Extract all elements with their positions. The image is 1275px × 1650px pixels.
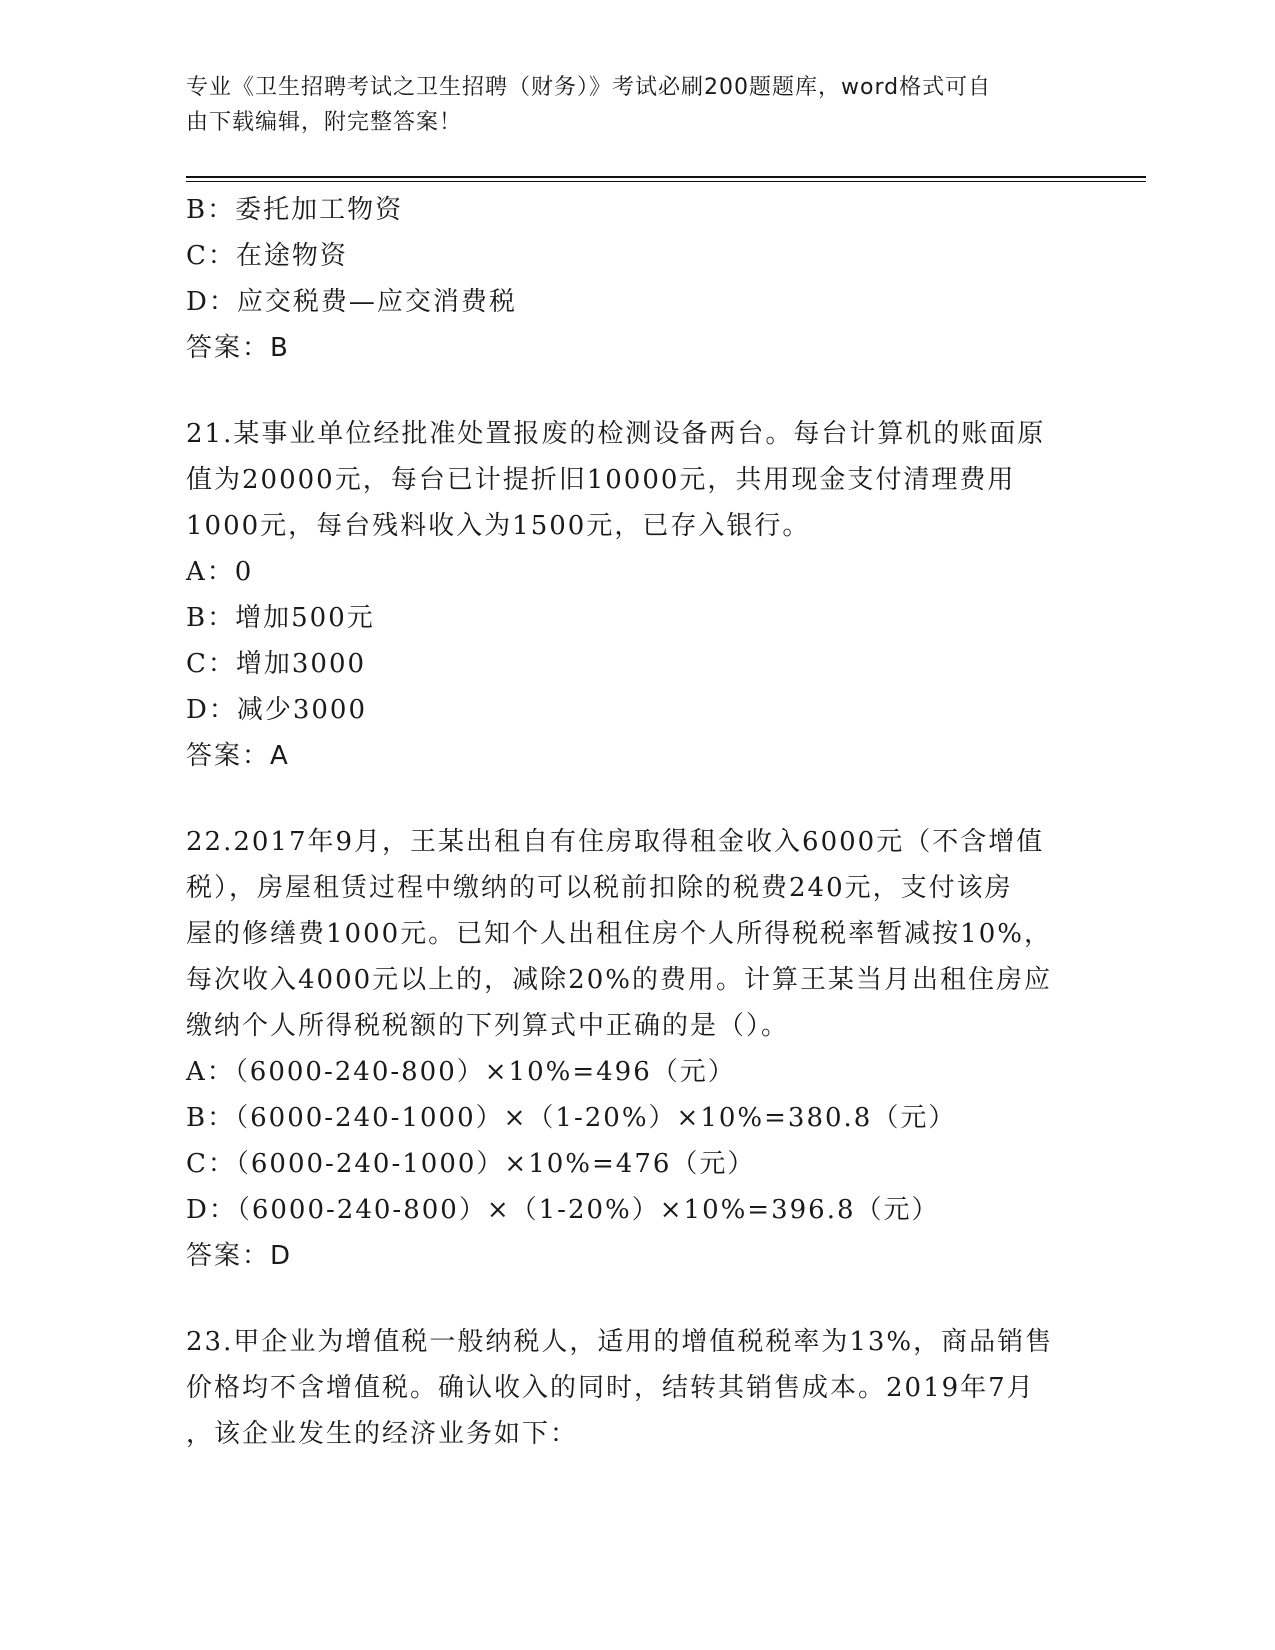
question-text-line: 22.2017年9月，王某出租自有住房取得租金收入6000元（不含增值 bbox=[186, 827, 1045, 857]
option-a: A：（6000-240-800）×10%=496（元） bbox=[186, 1057, 736, 1087]
option-c: C：增加3000 bbox=[186, 649, 367, 679]
option-b: B：委托加工物资 bbox=[186, 195, 404, 225]
previous-question bbox=[186, 187, 1066, 371]
option-d: D：应交税费—应交消费税 bbox=[186, 287, 517, 317]
header-line-2: 由下载编辑，附完整答案！ bbox=[186, 110, 463, 135]
question-text-line: 21.某事业单位经批准处置报废的检测设备两台。每台计算机的账面原 bbox=[186, 419, 1046, 449]
question-text-line: 每次收入4000元以上的，减除20%的费用。计算王某当月出租住房应 bbox=[186, 965, 1052, 995]
header-rule-thick bbox=[186, 176, 1146, 178]
question-text-line: 屋的修缮费1000元。已知个人出租住房个人所得税税率暂减按10%， bbox=[186, 919, 1052, 949]
question-text-line: 值为20000元，每台已计提折旧10000元，共用现金支付清理费用 bbox=[186, 465, 1016, 495]
document-body bbox=[186, 187, 1066, 1457]
document-header bbox=[186, 70, 1066, 140]
option-c: C：在途物资 bbox=[186, 241, 348, 271]
question-text-line: 缴纳个人所得税税额的下列算式中正确的是（）。 bbox=[186, 1011, 790, 1041]
option-a: A：0 bbox=[186, 557, 254, 587]
header-line-1: 专业《卫生招聘考试之卫生招聘（财务）》考试必刷200题题库，word格式可自 bbox=[186, 75, 992, 100]
option-d: D：减少3000 bbox=[186, 695, 368, 725]
question-21 bbox=[186, 411, 1066, 779]
question-text-line: 税），房屋租赁过程中缴纳的可以税前扣除的税费240元，支付该房 bbox=[186, 873, 1013, 903]
header-rule-thin bbox=[186, 181, 1146, 182]
option-c: C：（6000-240-1000）×10%=476（元） bbox=[186, 1149, 756, 1179]
answer: 答案：B bbox=[186, 333, 290, 363]
question-text-line: 23.甲企业为增值税一般纳税人，适用的增值税税率为13%，商品销售 bbox=[186, 1327, 1054, 1357]
answer: 答案：D bbox=[186, 1241, 293, 1271]
option-b: B：增加500元 bbox=[186, 603, 375, 633]
option-d: D：（6000-240-800）×（1-20%）×10%=396.8（元） bbox=[186, 1195, 940, 1225]
question-22 bbox=[186, 819, 1066, 1279]
answer: 答案：A bbox=[186, 741, 290, 771]
option-b: B：（6000-240-1000）×（1-20%）×10%=380.8（元） bbox=[186, 1103, 957, 1133]
question-text-line: 1000元，每台残料收入为1500元，已存入银行。 bbox=[186, 511, 811, 541]
question-text-line: ，该企业发生的经济业务如下： bbox=[186, 1419, 579, 1449]
question-text-line: 价格均不含增值税。确认收入的同时，结转其销售成本。2019年7月 bbox=[186, 1373, 1035, 1403]
question-23 bbox=[186, 1319, 1066, 1457]
